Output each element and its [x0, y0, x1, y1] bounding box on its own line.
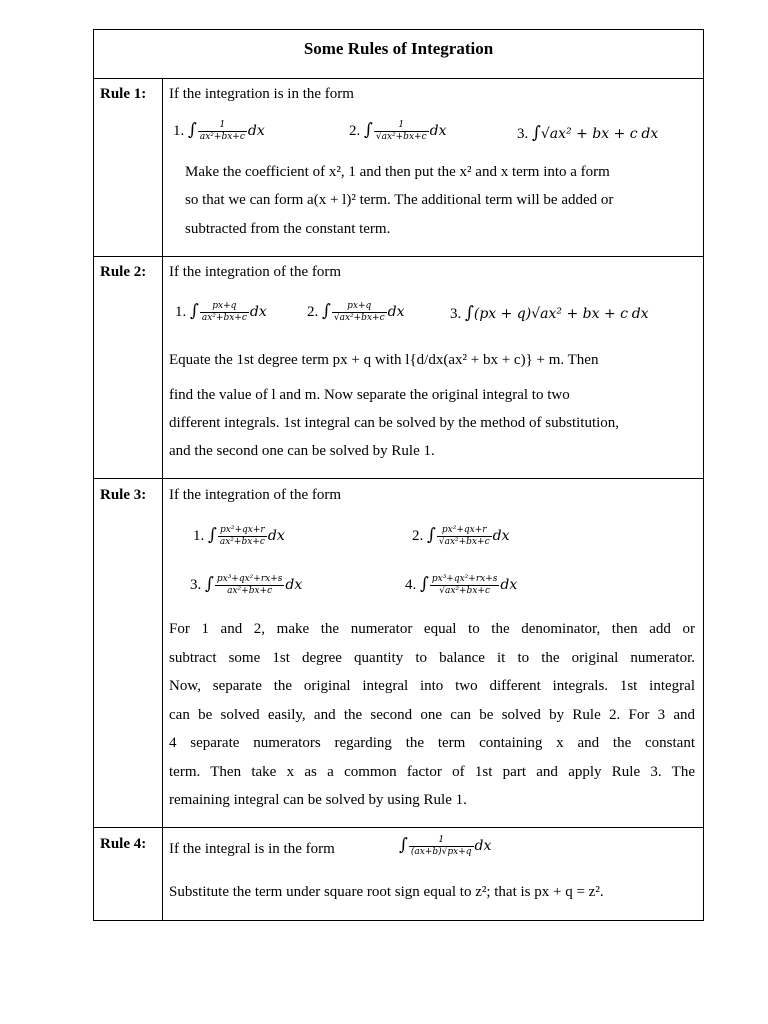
rules-table — [93, 29, 704, 921]
item-number: 3. — [450, 306, 462, 322]
rule-3-formula-1: 1. ∫ $\frac{\text{px²+qx+r}}{\text{ax²+bx+c}}$ dx — [193, 525, 285, 548]
dx: dx — [492, 528, 510, 544]
denominator: ax²+bx+c — [201, 313, 247, 324]
rule-3-line: Now, separate the original integral into two different integrals. 1st integral — [169, 678, 695, 694]
rule-3-line: For 1 and 2, make the numerator equal to the denominator, then add or — [169, 621, 695, 637]
fraction — [409, 835, 474, 858]
rule-3-label: Rule 3: — [100, 487, 147, 503]
fraction — [200, 301, 249, 324]
denominator: ax²+bx+c — [215, 585, 285, 597]
item-number: 1. — [175, 304, 187, 320]
rule-2-line: and the second one can be solved by Rule 1. — [169, 443, 435, 459]
numerator: px+q — [347, 301, 372, 312]
rule-1-formula-3: 3. ∫√ax² + bx + c dx — [517, 123, 659, 143]
rule-4-intro: If the integral is in the form — [169, 841, 335, 857]
rule-3-line: remaining integral can be solved by using Rule 1. — [169, 792, 467, 808]
rule-2-line: find the value of l and m. Now separate the original integral to two — [169, 387, 570, 403]
item-number: 3. — [190, 577, 202, 593]
dx: dx — [474, 838, 492, 854]
item-number: 1. — [193, 528, 205, 544]
denominator: ax²+bx+c — [199, 132, 245, 143]
dx: dx — [247, 123, 265, 139]
table-title: Some Rules of Integration — [303, 39, 494, 58]
row-divider — [93, 478, 704, 479]
dx: dx — [641, 126, 659, 142]
fraction — [374, 120, 429, 143]
denominator: √ax²+bx+c — [438, 537, 490, 548]
rule-3-formula-2: 2. ∫ $\frac{\text{px²+qx+r}}{\text{√ax²+bx+c}}$ dx — [412, 525, 510, 548]
numerator: px³+qx²+rx+s — [216, 574, 283, 585]
table-border — [93, 29, 704, 921]
rule-3-formula-4: 4. ∫ $\frac{\text{px³+qx²+rx+s}}{\text{√ax²+bx+c}}$ dx — [405, 574, 518, 597]
row-divider — [93, 256, 704, 257]
denominator: ax²+bx+c — [219, 537, 265, 548]
dx: dx — [631, 306, 649, 322]
rule-3-formula-3: 3. ∫ $\frac{\text{px³+qx²+rx+s}}{\text{ax²+bx+c}}$ dx — [190, 574, 303, 597]
denominator: √ax²+bx+c — [430, 585, 500, 597]
rule-3-line: 4 separate numerators regarding the term containing x and the constant — [169, 735, 695, 751]
rule-1-line: so that we can form a(x + l)² term. The additional term will be added or — [185, 192, 614, 208]
numerator: px+q — [212, 301, 237, 312]
rule-1-line: subtracted from the constant term. — [185, 221, 391, 237]
numerator: 1 — [219, 120, 226, 131]
rule-1-formula-2: 2. ∫ $\frac{1}{\text{√ax²+bx+c}}$ dx — [349, 120, 447, 143]
rule-1-label: Rule 1: — [100, 86, 147, 102]
dx: dx — [285, 577, 303, 593]
row-divider — [93, 827, 704, 828]
numerator: px²+qx+r — [220, 525, 265, 536]
fraction — [430, 574, 500, 597]
title-divider — [93, 78, 704, 79]
integrand: √ax² + bx + c — [540, 126, 638, 142]
dx: dx — [387, 304, 405, 320]
denominator: √ax²+bx+c — [333, 313, 385, 324]
rule-1-line: Make the coefficient of x², 1 and then put the x² and x term into a form — [185, 164, 610, 180]
denominator: (ax+b)√px+q — [410, 847, 472, 858]
numerator: px²+qx+r — [441, 525, 487, 536]
item-number: 3. — [517, 126, 529, 142]
dx: dx — [249, 304, 267, 320]
integrand: (px + q)√ax² + bx + c — [473, 306, 628, 322]
dx: dx — [267, 528, 285, 544]
rule-2-formula-2: 2. ∫ $\frac{px+q}{\text{√ax²+bx+c}}$ dx — [307, 301, 405, 324]
rule-4-formula: ∫ $\frac{1}{(ax+b)√px+q}$ dx — [399, 835, 492, 858]
numerator: 1 — [398, 120, 405, 131]
rule-3-line: subtract some 1st degree quantity to balance it to the original numerator. — [169, 650, 695, 666]
rule-4-line: Substitute the term under square root sign equal to z²; that is px + q = z². — [169, 884, 604, 900]
item-number: 2. — [412, 528, 424, 544]
rule-2-intro: If the integration of the form — [169, 264, 342, 280]
rule-2-line: different integrals. 1st integral can be solved by the method of substitution, — [169, 415, 620, 431]
rule-3-line: term. Then take x as a common factor of 1st part and apply Rule 3. The — [169, 764, 695, 780]
item-number: 2. — [349, 123, 361, 139]
rule-2-line: Equate the 1st degree term px + q with l{d/dx(ax² + bx + c)} + m. Then — [169, 352, 599, 368]
fraction — [332, 301, 387, 324]
fraction — [198, 120, 247, 143]
rule-2-label: Rule 2: — [100, 264, 147, 280]
numerator: px³+qx²+rx+s — [431, 574, 498, 585]
item-number: 4. — [405, 577, 417, 593]
fraction — [218, 525, 267, 548]
numerator: 1 — [438, 835, 445, 846]
rule-1-formula-1: 1. ∫ $\frac{1}{\text{ax²+bx+c}}$ dx — [173, 120, 265, 143]
column-divider — [162, 78, 163, 921]
dx: dx — [429, 123, 447, 139]
rule-1-intro: If the integration is in the form — [169, 86, 354, 102]
dx: dx — [500, 577, 518, 593]
fraction — [215, 574, 285, 597]
rule-4-label: Rule 4: — [100, 836, 147, 852]
item-number: 2. — [307, 304, 319, 320]
item-number: 1. — [173, 123, 185, 139]
fraction — [437, 525, 492, 548]
denominator: √ax²+bx+c — [375, 132, 427, 143]
rule-2-formula-1: 1. ∫ $\frac{px+q}{\text{ax²+bx+c}}$ dx — [175, 301, 267, 324]
rule-3-intro: If the integration of the form — [169, 487, 342, 503]
rule-3-line: can be solved easily, and the second one can be solved by Rule 2. For 3 and — [169, 707, 695, 723]
rule-2-formula-3: 3. ∫(px + q)√ax² + bx + c dx — [450, 303, 649, 323]
